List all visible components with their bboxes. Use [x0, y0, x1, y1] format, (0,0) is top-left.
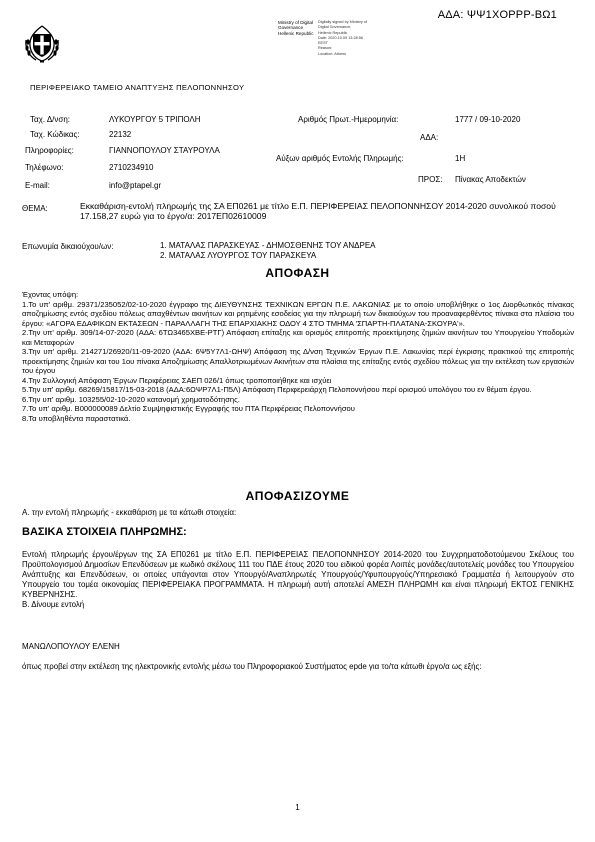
heading-decision: ΑΠΟΦΑΣΗ [265, 266, 330, 280]
stamp-sig-line: Date: 2020.10.09 13:28:56 [318, 35, 363, 40]
payment-paragraph: Εντολή πληρωμής έργου/έργων της ΣΑ ΕΠ0261 με τίτλο Ε.Π. ΠΕΡΙΦΕΡΕΙΑΣ ΠΕΛΟΠΟΝΝΗΣΟΥ 2014-2020 του Συγχρηματοδοτούμενου Σκέλους του Προϋπολογισμού Δημοσίων Επενδύσεων με κωδικό σκέλους 111 του ΠΔΕ έτους 2020 του ειδικού φορέα Λοιπές μονάδες/αυτοτελείς μονάδες του Υπουργείου Ανάπτυξης και Επενδύσεων, οι οποίες υπάγονται στον Υπουργό/Αναπληρωτές Υπουργούς/Υφυπουργούς/Υπηρεσιακό Γραμματέα ή λειτουργούν στο Υπουργείο του τομέα οικονομίας ΠΕΡΙΦΕΡΕΙΑΚΑ ΠΡΟΓΡΑΜΜΑΤΑ. Η πληρωμή αυτή αποτελεί ΑΜΕΣΗ ΠΛΗΡΩΜΗ και είναι πληρωμή ΕΚΤΟΣ ΓΕΝΙΚΗΣ ΚΥΒΕΡΝΗΣΗΣ. [22, 550, 574, 599]
assignee-name: ΜΑΝΩΛΟΠΟΥΛΟΥ ΕΛΕΝΗ [22, 642, 120, 651]
consideration-item: 1.Το υπ' αριθμ. 29371/235052/02-10-2020 έγγραφο της ΔΙΕΥΘΥΝΣΗΣ ΤΕΧΝΙΚΩΝ ΕΡΓΩΝ Π.Ε. ΛΑΚΩΝΙΑΣ με το οποίο υποβλήθηκε ο 1ος Διορθωτικός πίνακας αποζημίωσης εντός σχεδίου πόλεως απαχθέντων ακινήτων και ρητιμένης εσοδείας για την πληρωμή των δικαιούχων του προαναφερθέντος πίνακα στα πλαίσια του έργου: «ΑΓΟΡΑ ΕΔΑΦΙΚΩΝ ΕΚΤΑΣΕΩΝ - ΠΑΡΑΛΛΑΓΗ ΤΗΣ ΕΠΑΡΧΙΑΚΗΣ ΟΔΟΥ 4 ΣΤΟ ΤΜΗΜΑ 'ΣΠΑΡΤΗ-ΠΛΑΤΑΝΑ-ΣΚΟΥΡΑ'». [22, 299, 574, 328]
stamp-sig-line: Reason: [318, 46, 333, 51]
contact-value-info: ΓΙΑΝΝΟΠΟΥΛΟΥ ΣΤΑΥΡΟΥΛΑ [109, 146, 220, 155]
organization-name: ΠΕΡΙΦΕΡΕΙΑΚΟ ΤΑΜΕΙΟ ΑΝΑΠΤΥΞΗΣ ΠΕΛΟΠΟΝΝΗΣΟΥ [30, 83, 245, 92]
ada-label: ΑΔΑ: [420, 133, 439, 142]
stamp-line: Hellenic Republic [278, 30, 314, 36]
contact-value-email: info@ptapel.gr [109, 181, 162, 190]
ada-header: ΑΔΑ: ΨΨ1ΧΟΡΡΡ-ΒΩ1 [437, 9, 557, 21]
contact-label-postcode: Ταχ. Κώδικας: [30, 130, 80, 139]
stamp-line: Governance [278, 25, 304, 31]
beneficiaries-list [160, 241, 376, 261]
contact-label-address: Ταχ. Δ/νση: [30, 115, 71, 124]
consideration-item: 6.Την υπ' αριθμ. 103255/02-10-2020 κατανομή χρηματοδότησης. [22, 394, 240, 404]
contact-label-email: E-mail: [25, 181, 50, 190]
contact-value-postcode: 22132 [109, 130, 132, 139]
heading-we-decide: ΑΠΟΦΑΣΙΖΟΥΜΕ [245, 489, 350, 503]
consideration-item: 8.Τα υποβληθέντα παραστατικά. [22, 413, 131, 423]
line-b: Β. Δίνουμε εντολή [22, 600, 85, 609]
line-a: Α. την εντολή πληρωμής - εκκαθάριση με τα κάτωθι στοιχεία: [22, 508, 237, 517]
recipients-value: Πίνακας Αποδεκτών [455, 175, 526, 184]
recipients-label: ΠΡΟΣ: [418, 175, 443, 184]
hellenic-republic-emblem [20, 22, 64, 66]
subject-label: ΘΕΜΑ: [22, 204, 48, 213]
payment-order-label: Αύξων αριθμός Εντολής Πληρωμής: [276, 154, 404, 163]
stamp-sig-line: EEST [318, 41, 328, 46]
stamp-sig-line: Digitally signed by Ministry of Digital Governance, [318, 20, 367, 30]
protocol-label: Αριθμός Πρωτ.-Ημερομηνία: [298, 115, 399, 124]
digital-signature-stamp [278, 20, 378, 57]
page-number: 1 [295, 803, 300, 812]
subject-text: Εκκαθάριση-εντολή πληρωμής της ΣΑ ΕΠ0261 με τίτλο Ε.Π. ΠΕΡΙΦΕΡΕΙΑΣ ΠΕΛΟΠΟΝΝΗΣΟΥ 2014-2020 συνολικού ποσού 17.158,27 ευρώ για το έργο/α: 2017ΕΠ02610009 [80, 201, 556, 221]
consideration-item: 3.Την υπ' αριθμ. 214271/26920/11-09-2020 (ΑΔΑ: 6Ψ5Υ7Λ1-ΩΗΨ) Απόφαση της Δ/νση Τεχνικών Έργων Π.Ε. Λακωνίας περί έγκρισης πρακτικού της επιτροπής προεκτίμησης ζημιών και του 1ου πίνακα Αποζημίωσης Απαλλοτριωμένων Ακινήτων στα πλαίσια της επίταξης εντός σχεδίου πόλεως για την εκτέλεση των εργασιών του έργου [22, 347, 574, 375]
contact-label-phone: Τηλέφωνο: [25, 163, 64, 172]
beneficiary-item: 2. ΜΑΤΑΛΑΣ ΛΥΟΥΡΓΟΣ ΤΟΥ ΠΑΡΑΣΚΕΥΑ [160, 251, 317, 260]
beneficiaries-label: Επωνυμία δικαιούχου/ων: [22, 242, 114, 251]
consideration-item: 4.Την Συλλογική Απόφαση Έργων Περιφέρειας ΣΑΕΠ 026/1 όπως τροποποιήθηκε και ισχύει [22, 375, 332, 385]
final-paragraph: όπως προβεί στην εκτέλεση της ηλεκτρονικής εντολής μέσω του Πληροφοριακού Συστήματος epde για το/τα κάτωθι έργο/α ως εξής: [22, 662, 482, 671]
contact-value-phone: 2710234910 [109, 163, 154, 172]
stamp-sig-line: Hellenic Republic [318, 30, 348, 35]
heading-payment-details: ΒΑΣΙΚΑ ΣΤΟΙΧΕΙΑ ΠΛΗΡΩΜΗΣ: [22, 526, 187, 538]
stamp-sig-line: Location: Athens [318, 51, 347, 56]
stamp-line: Ministry of Digital [278, 20, 313, 25]
consideration-item: 5.Την υπ' αριθμ. 68269/15817/15-03-2018 (ΑΔΑ:6ΩΨΡ7Λ1-Π5Λ) Απόφαση Περιφερειάρχη Πελοποννήσου περί ορισμού υπολόγου του εν θέματι έργου. [22, 385, 532, 394]
protocol-value: 1777 / 09-10-2020 [455, 115, 521, 124]
payment-paragraph-block [22, 550, 574, 610]
contact-label-info: Πληροφορίες: [25, 146, 74, 155]
having-regard: Έχοντας υπόψη: [22, 290, 79, 299]
beneficiary-item: 1. ΜΑΤΑΛΑΣ ΠΑΡΑΣΚΕΥΑΣ - ΔΗΜΟΣΘΕΝΗΣ ΤΟΥ ΑΝΔΡΕΑ [160, 241, 376, 250]
contact-value-address: ΛΥΚΟΥΡΓΟΥ 5 ΤΡΙΠΟΛΗ [109, 115, 201, 124]
payment-order-value: 1Η [455, 154, 466, 163]
consideration-item: 2.Την υπ' αριθμ. 309/14-07-2020 (ΑΔΑ: 6ΤΩ3465ΧΒΕ-ΡΤΓ) Απόφαση επίταξης και ορισμός επιτροπής προεκτίμησης ζημιών ακινήτων του Υπουργείου Υποδομών και Μεταφορών [22, 328, 574, 347]
considerations-block [22, 290, 574, 423]
consideration-item: 7.Το υπ' αριθμ. Β000000089 Δελτίο Συμψηφιστικής Εγγραφής του ΠΤΑ Περιφέρειας Πελοποννήσου [22, 404, 355, 413]
